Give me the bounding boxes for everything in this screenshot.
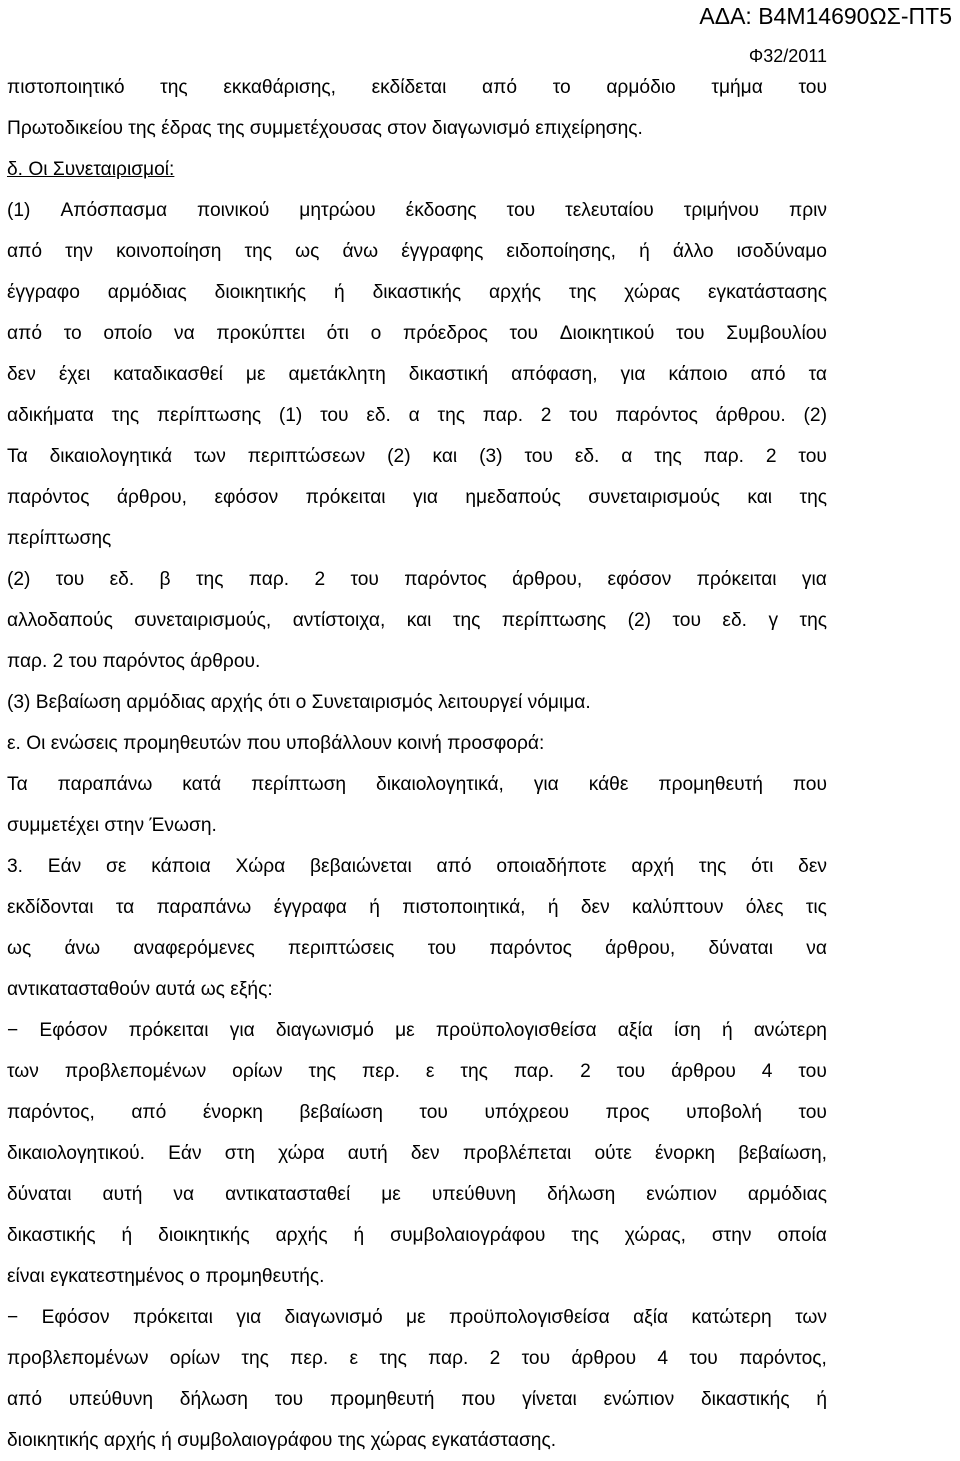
word: συνεταιρισμούς, bbox=[134, 610, 272, 631]
word: του bbox=[506, 200, 536, 221]
text-line: περίπτωσης bbox=[7, 528, 112, 549]
word: τις bbox=[805, 897, 827, 918]
word: ή bbox=[353, 1225, 365, 1246]
word: αρμόδιας bbox=[747, 1184, 827, 1205]
word: δύναται bbox=[7, 1184, 72, 1205]
word: γ bbox=[768, 610, 779, 631]
word: από bbox=[436, 856, 472, 877]
word: έχει bbox=[58, 364, 91, 385]
word: οποιαδήποτε bbox=[496, 856, 607, 877]
word: του bbox=[350, 569, 379, 590]
word: από bbox=[750, 364, 786, 385]
word: περιπτώσεων bbox=[247, 446, 366, 467]
word: της bbox=[568, 282, 597, 303]
word: ίση bbox=[674, 1020, 701, 1041]
word: χώρα bbox=[278, 1143, 325, 1164]
word: εγκατάστασης bbox=[707, 282, 827, 303]
word: το bbox=[63, 323, 82, 344]
word: από bbox=[482, 77, 518, 98]
word: αμετάκλητη bbox=[288, 364, 386, 385]
word: τριμήνου bbox=[683, 200, 759, 221]
word: − bbox=[7, 1307, 19, 1328]
word: της bbox=[654, 446, 682, 467]
word: του bbox=[320, 405, 349, 426]
word: αλλοδαπούς bbox=[7, 610, 113, 631]
word: της bbox=[111, 405, 140, 426]
word: του bbox=[616, 1061, 646, 1082]
word: οποίο bbox=[103, 323, 153, 344]
word: των bbox=[795, 1307, 827, 1328]
word: ανώτερη bbox=[753, 1020, 827, 1041]
word: άρθρου bbox=[571, 1348, 637, 1369]
word: με bbox=[395, 1020, 415, 1041]
word: στην bbox=[711, 1225, 752, 1246]
word: για bbox=[413, 487, 438, 508]
word: αυτή bbox=[102, 1184, 143, 1205]
word: ένορκη bbox=[655, 1143, 715, 1164]
word: καλύπτουν bbox=[632, 897, 724, 918]
word: 2 bbox=[580, 1061, 591, 1082]
word: της bbox=[452, 610, 481, 631]
word: αρμόδιας bbox=[107, 282, 187, 303]
word: κατά bbox=[182, 774, 222, 795]
word: τελευταίου bbox=[565, 200, 654, 221]
word: βεβαίωση bbox=[299, 1102, 383, 1123]
word: άρθρου. bbox=[715, 405, 786, 426]
word: του bbox=[427, 938, 457, 959]
document-body bbox=[7, 67, 827, 1461]
word: δικαιολογητικά bbox=[49, 446, 173, 467]
text-line bbox=[7, 1379, 827, 1420]
word: άνω bbox=[64, 938, 101, 959]
word: ημεδαπούς bbox=[465, 487, 561, 508]
word: δικαστική bbox=[408, 364, 489, 385]
word: τα bbox=[115, 897, 135, 918]
word: και bbox=[406, 610, 432, 631]
text-line bbox=[7, 477, 827, 518]
word: όλες bbox=[745, 897, 784, 918]
word: ότι bbox=[751, 856, 774, 877]
word: εδ. bbox=[722, 610, 747, 631]
word: του bbox=[798, 1102, 827, 1123]
word: έγγραφης bbox=[401, 241, 484, 262]
word: παρόντος bbox=[7, 487, 90, 508]
word: αναφερόμενες bbox=[133, 938, 255, 959]
text-line: είναι εγκατεστημένος ο προμηθευτής. bbox=[7, 1266, 325, 1287]
document-number: Φ32/2011 bbox=[748, 46, 827, 66]
word: προϋπολογισθείσα bbox=[435, 1020, 597, 1041]
word: διαγωνισμό bbox=[275, 1020, 374, 1041]
word: δικαιολογητικού. bbox=[7, 1143, 145, 1164]
word: προμηθευτή bbox=[329, 1389, 435, 1410]
word: πρόκειται bbox=[305, 487, 386, 508]
word: Εάν bbox=[47, 856, 82, 877]
word: Τα bbox=[7, 446, 28, 467]
word: για bbox=[533, 774, 559, 795]
word: 2 bbox=[314, 569, 326, 590]
word: μητρώου bbox=[299, 200, 376, 221]
word: πρόεδρος bbox=[402, 323, 488, 344]
word: παρόντος bbox=[404, 569, 487, 590]
word: παρ. bbox=[428, 1348, 469, 1369]
word: τα bbox=[808, 364, 827, 385]
word: υπόχρεου bbox=[484, 1102, 570, 1123]
text-line bbox=[7, 764, 827, 805]
word: που bbox=[461, 1389, 496, 1410]
word: ε bbox=[349, 1348, 359, 1369]
word: εκδίδεται bbox=[371, 77, 447, 98]
word: έγγραφα bbox=[273, 897, 347, 918]
word: παραπάνω bbox=[156, 897, 252, 918]
word: άρθρου, bbox=[512, 569, 583, 590]
word: και bbox=[432, 446, 458, 467]
word: της bbox=[437, 405, 465, 426]
word: του bbox=[798, 77, 827, 98]
text-line: συμμετέχει στην Ένωση. bbox=[7, 815, 217, 836]
word: του bbox=[798, 1061, 827, 1082]
word: άλλο bbox=[672, 241, 714, 262]
word: αντίστοιχα, bbox=[292, 610, 386, 631]
word: του bbox=[419, 1102, 448, 1123]
word: παρ. bbox=[248, 569, 290, 590]
word: παρ. bbox=[513, 1061, 555, 1082]
word: συνεταιρισμούς bbox=[588, 487, 720, 508]
word: του bbox=[689, 1348, 718, 1369]
word: περιπτώσεις bbox=[288, 938, 395, 959]
word: του bbox=[274, 1389, 304, 1410]
word: το bbox=[552, 77, 571, 98]
word: κάποια bbox=[151, 856, 211, 877]
word: της bbox=[698, 856, 727, 877]
word: εδ. bbox=[366, 405, 391, 426]
word: δικαστικής bbox=[372, 282, 462, 303]
word: αδικήματα bbox=[7, 405, 94, 426]
text-line: παρ. 2 του παρόντος άρθρου. bbox=[7, 651, 261, 672]
word: προβλεπομένων bbox=[7, 1348, 149, 1369]
word: (2) bbox=[627, 610, 652, 631]
word: αρμόδιο bbox=[606, 77, 676, 98]
word: περίπτωσης bbox=[501, 610, 607, 631]
text-line bbox=[7, 1174, 827, 1215]
word: του bbox=[521, 1348, 551, 1369]
word: της bbox=[799, 610, 827, 631]
word: σε bbox=[106, 856, 127, 877]
word: συμβολαιογράφου bbox=[390, 1225, 546, 1246]
word: ενώπιον bbox=[646, 1184, 717, 1205]
word: α bbox=[621, 446, 633, 467]
word: από bbox=[7, 1389, 43, 1410]
word: υπεύθυνη bbox=[68, 1389, 153, 1410]
word: περ. bbox=[290, 1348, 329, 1369]
word: εκκαθάρισης, bbox=[223, 77, 336, 98]
word: δήλωση bbox=[179, 1389, 248, 1410]
word: αυτή bbox=[347, 1143, 388, 1164]
text-line bbox=[7, 846, 827, 887]
word: εδ. bbox=[109, 569, 135, 590]
word: παρ. bbox=[482, 405, 524, 426]
word: εκδίδονται bbox=[7, 897, 94, 918]
word: κατώτερη bbox=[691, 1307, 772, 1328]
word: ενώπιον bbox=[603, 1389, 675, 1410]
word: Εφόσον bbox=[41, 1307, 110, 1328]
word: των bbox=[194, 446, 226, 467]
word: βεβαιώνεται bbox=[310, 856, 412, 877]
word: υποβολή bbox=[686, 1102, 762, 1123]
word: Εάν bbox=[168, 1143, 202, 1164]
word: ποινικού bbox=[197, 200, 270, 221]
word: ως bbox=[7, 938, 32, 959]
text-line bbox=[7, 1051, 827, 1092]
word: προβλεπομένων bbox=[64, 1061, 207, 1082]
word: Χώρα bbox=[235, 856, 286, 877]
word: απόφαση, bbox=[511, 364, 598, 385]
word: πιστοποιητικό bbox=[7, 77, 125, 98]
word: από bbox=[7, 323, 43, 344]
text-line bbox=[7, 67, 827, 108]
word: γίνεται bbox=[522, 1389, 577, 1410]
text-line bbox=[7, 1297, 827, 1338]
word: για bbox=[620, 364, 646, 385]
text-line bbox=[7, 395, 827, 436]
word: διοικητικής bbox=[158, 1225, 250, 1246]
word: 2 bbox=[489, 1348, 501, 1369]
word: 2 bbox=[540, 405, 552, 426]
text-line bbox=[7, 1215, 827, 1256]
word: της bbox=[241, 1348, 269, 1369]
word: αντικατασταθεί bbox=[225, 1184, 351, 1205]
word: άρθρου, bbox=[116, 487, 187, 508]
word: της bbox=[195, 569, 224, 590]
word: δύναται bbox=[708, 938, 774, 959]
word: ή bbox=[369, 897, 380, 918]
text-line bbox=[7, 313, 827, 354]
word: πιστοποιητικά, bbox=[402, 897, 526, 918]
text-line bbox=[7, 272, 827, 313]
text-line: δ. Οι Συνεταιρισμοί: bbox=[7, 159, 175, 180]
word: που bbox=[792, 774, 827, 795]
word: να bbox=[806, 938, 827, 959]
text-line bbox=[7, 436, 827, 477]
text-line: διοικητικής αρχής ή συμβολαιογράφου της χώρας εγκατάστασης. bbox=[7, 1430, 557, 1451]
word: Τα bbox=[7, 774, 28, 795]
word: Απόσπασμα bbox=[60, 200, 168, 221]
word: ή bbox=[334, 282, 345, 303]
word: δικαστικής bbox=[7, 1225, 96, 1246]
text-line: Πρωτοδικείου της έδρας της συμμετέχουσας στον διαγωνισμό επιχείρησης. bbox=[7, 118, 643, 139]
word: χώρας, bbox=[624, 1225, 686, 1246]
word: ή bbox=[121, 1225, 133, 1246]
word: και bbox=[747, 487, 773, 508]
word: με bbox=[406, 1307, 426, 1328]
text-line bbox=[7, 1338, 827, 1379]
word: 4 bbox=[657, 1348, 669, 1369]
word: παραπάνω bbox=[57, 774, 153, 795]
word: ορίων bbox=[169, 1348, 221, 1369]
word: προμηθευτή bbox=[658, 774, 763, 795]
word: εφόσον bbox=[607, 569, 672, 590]
word: ότι bbox=[326, 323, 349, 344]
word: εδ. bbox=[574, 446, 600, 467]
word: των bbox=[7, 1061, 39, 1082]
word: του bbox=[509, 323, 539, 344]
word: ή bbox=[816, 1389, 827, 1410]
text-line bbox=[7, 354, 827, 395]
word: Συμβουλίου bbox=[726, 323, 827, 344]
word: αρχής bbox=[275, 1225, 328, 1246]
word: (1) bbox=[7, 200, 31, 221]
text-line: (3) Βεβαίωση αρμόδιας αρχής ότι ο Συνεταιρισμός λειτουργεί νόμιμα. bbox=[7, 692, 591, 713]
word: της bbox=[244, 241, 273, 262]
word: ούτε bbox=[594, 1143, 632, 1164]
text-line: ε. Οι ενώσεις προμηθευτών που υποβάλλουν κοινή προσφορά: bbox=[7, 733, 545, 754]
word: της bbox=[379, 1348, 407, 1369]
word: παρόντος bbox=[615, 405, 698, 426]
text-line bbox=[7, 887, 827, 928]
word: πρόκειται bbox=[696, 569, 777, 590]
word: ως bbox=[295, 241, 320, 262]
word: της bbox=[308, 1061, 337, 1082]
word: τμήμα bbox=[711, 77, 763, 98]
word: του bbox=[672, 610, 701, 631]
word: περίπτωσης bbox=[156, 405, 262, 426]
word: εφόσον bbox=[214, 487, 279, 508]
word: δικαστικής bbox=[700, 1389, 790, 1410]
word: να bbox=[173, 1184, 195, 1205]
word: της bbox=[799, 487, 827, 508]
word: κάθε bbox=[588, 774, 629, 795]
word: στη bbox=[224, 1143, 255, 1164]
word: (2) bbox=[803, 405, 827, 426]
word: προς bbox=[605, 1102, 650, 1123]
word: αρχής bbox=[489, 282, 542, 303]
word: κοινοποίηση bbox=[116, 241, 222, 262]
word: οποία bbox=[777, 1225, 827, 1246]
word: με bbox=[381, 1184, 401, 1205]
word: δικαιολογητικά, bbox=[376, 774, 504, 795]
word: ε bbox=[425, 1061, 435, 1082]
word: την bbox=[65, 241, 93, 262]
word: Εφόσον bbox=[39, 1020, 108, 1041]
word: δεν bbox=[410, 1143, 440, 1164]
word: παρόντος, bbox=[7, 1102, 95, 1123]
word: παρόντος bbox=[489, 938, 572, 959]
text-line bbox=[7, 1092, 827, 1133]
word: Διοικητικού bbox=[559, 323, 655, 344]
word: να bbox=[174, 323, 195, 344]
word: του bbox=[55, 569, 85, 590]
text-line bbox=[7, 231, 827, 272]
text-line bbox=[7, 600, 827, 641]
word: περίπτωση bbox=[251, 774, 347, 795]
word: 4 bbox=[761, 1061, 773, 1082]
word: έκδοσης bbox=[405, 200, 477, 221]
word: ή bbox=[639, 241, 650, 262]
word: καταδικασθεί bbox=[113, 364, 223, 385]
word: ή bbox=[721, 1020, 733, 1041]
word: δεν bbox=[7, 364, 36, 385]
word: του bbox=[798, 446, 827, 467]
word: 2 bbox=[765, 446, 777, 467]
word: α bbox=[408, 405, 420, 426]
word: αξία bbox=[633, 1307, 669, 1328]
word: ειδοποίησης, bbox=[506, 241, 616, 262]
word: προϋπολογισθείσα bbox=[449, 1307, 610, 1328]
word: αξία bbox=[617, 1020, 653, 1041]
word: παρόντος, bbox=[739, 1348, 827, 1369]
word: υπεύθυνη bbox=[431, 1184, 517, 1205]
word: προβλέπεται bbox=[462, 1143, 572, 1164]
word: από bbox=[131, 1102, 167, 1123]
word: άνω bbox=[342, 241, 379, 262]
word: β bbox=[159, 569, 171, 590]
text-line bbox=[7, 559, 827, 600]
text-line bbox=[7, 1133, 827, 1174]
word: (2) bbox=[7, 569, 31, 590]
word: για bbox=[229, 1020, 255, 1041]
word: 3. bbox=[7, 856, 24, 877]
word: χώρας bbox=[624, 282, 681, 303]
word: του bbox=[569, 405, 598, 426]
word: − bbox=[7, 1020, 19, 1041]
word: (3) bbox=[479, 446, 503, 467]
word: περ. bbox=[361, 1061, 400, 1082]
word: του bbox=[676, 323, 705, 344]
word: ένορκη bbox=[202, 1102, 263, 1123]
word: πριν bbox=[788, 200, 827, 221]
word: δεν bbox=[580, 897, 610, 918]
word: ισοδύναμο bbox=[736, 241, 827, 262]
word: της bbox=[460, 1061, 488, 1082]
text-line bbox=[7, 190, 827, 231]
word: παρ. bbox=[703, 446, 744, 467]
word: της bbox=[160, 77, 188, 98]
word: (2) bbox=[387, 446, 411, 467]
word: διαγωνισμό bbox=[284, 1307, 383, 1328]
word: πρόκειται bbox=[133, 1307, 213, 1328]
word: του bbox=[524, 446, 553, 467]
word: έγγραφο bbox=[7, 282, 80, 303]
word: δεν bbox=[798, 856, 827, 877]
word: ή bbox=[547, 897, 559, 918]
word: πρόκειται bbox=[128, 1020, 209, 1041]
word: άρθρου bbox=[671, 1061, 736, 1082]
word: ορίων bbox=[232, 1061, 283, 1082]
word: αρχή bbox=[631, 856, 675, 877]
word: για bbox=[801, 569, 827, 590]
word: δήλωση bbox=[547, 1184, 616, 1205]
word: για bbox=[236, 1307, 262, 1328]
text-line bbox=[7, 928, 827, 969]
word: ο bbox=[370, 323, 382, 344]
ada-code: ΑΔΑ: Β4Μ14690ΩΣ-ΠΤ5 bbox=[699, 3, 952, 29]
word: διοικητικής bbox=[214, 282, 307, 303]
word: με bbox=[245, 364, 266, 385]
text-line bbox=[7, 1010, 827, 1051]
word: (1) bbox=[278, 405, 303, 426]
word: από bbox=[7, 241, 43, 262]
word: άρθρου, bbox=[605, 938, 676, 959]
word: βεβαίωση, bbox=[738, 1143, 827, 1164]
text-line: αντικατασταθούν αυτά ως εξής: bbox=[7, 979, 273, 1000]
word: προκύπτει bbox=[216, 323, 305, 344]
word: της bbox=[571, 1225, 599, 1246]
word: κάποιο bbox=[668, 364, 728, 385]
